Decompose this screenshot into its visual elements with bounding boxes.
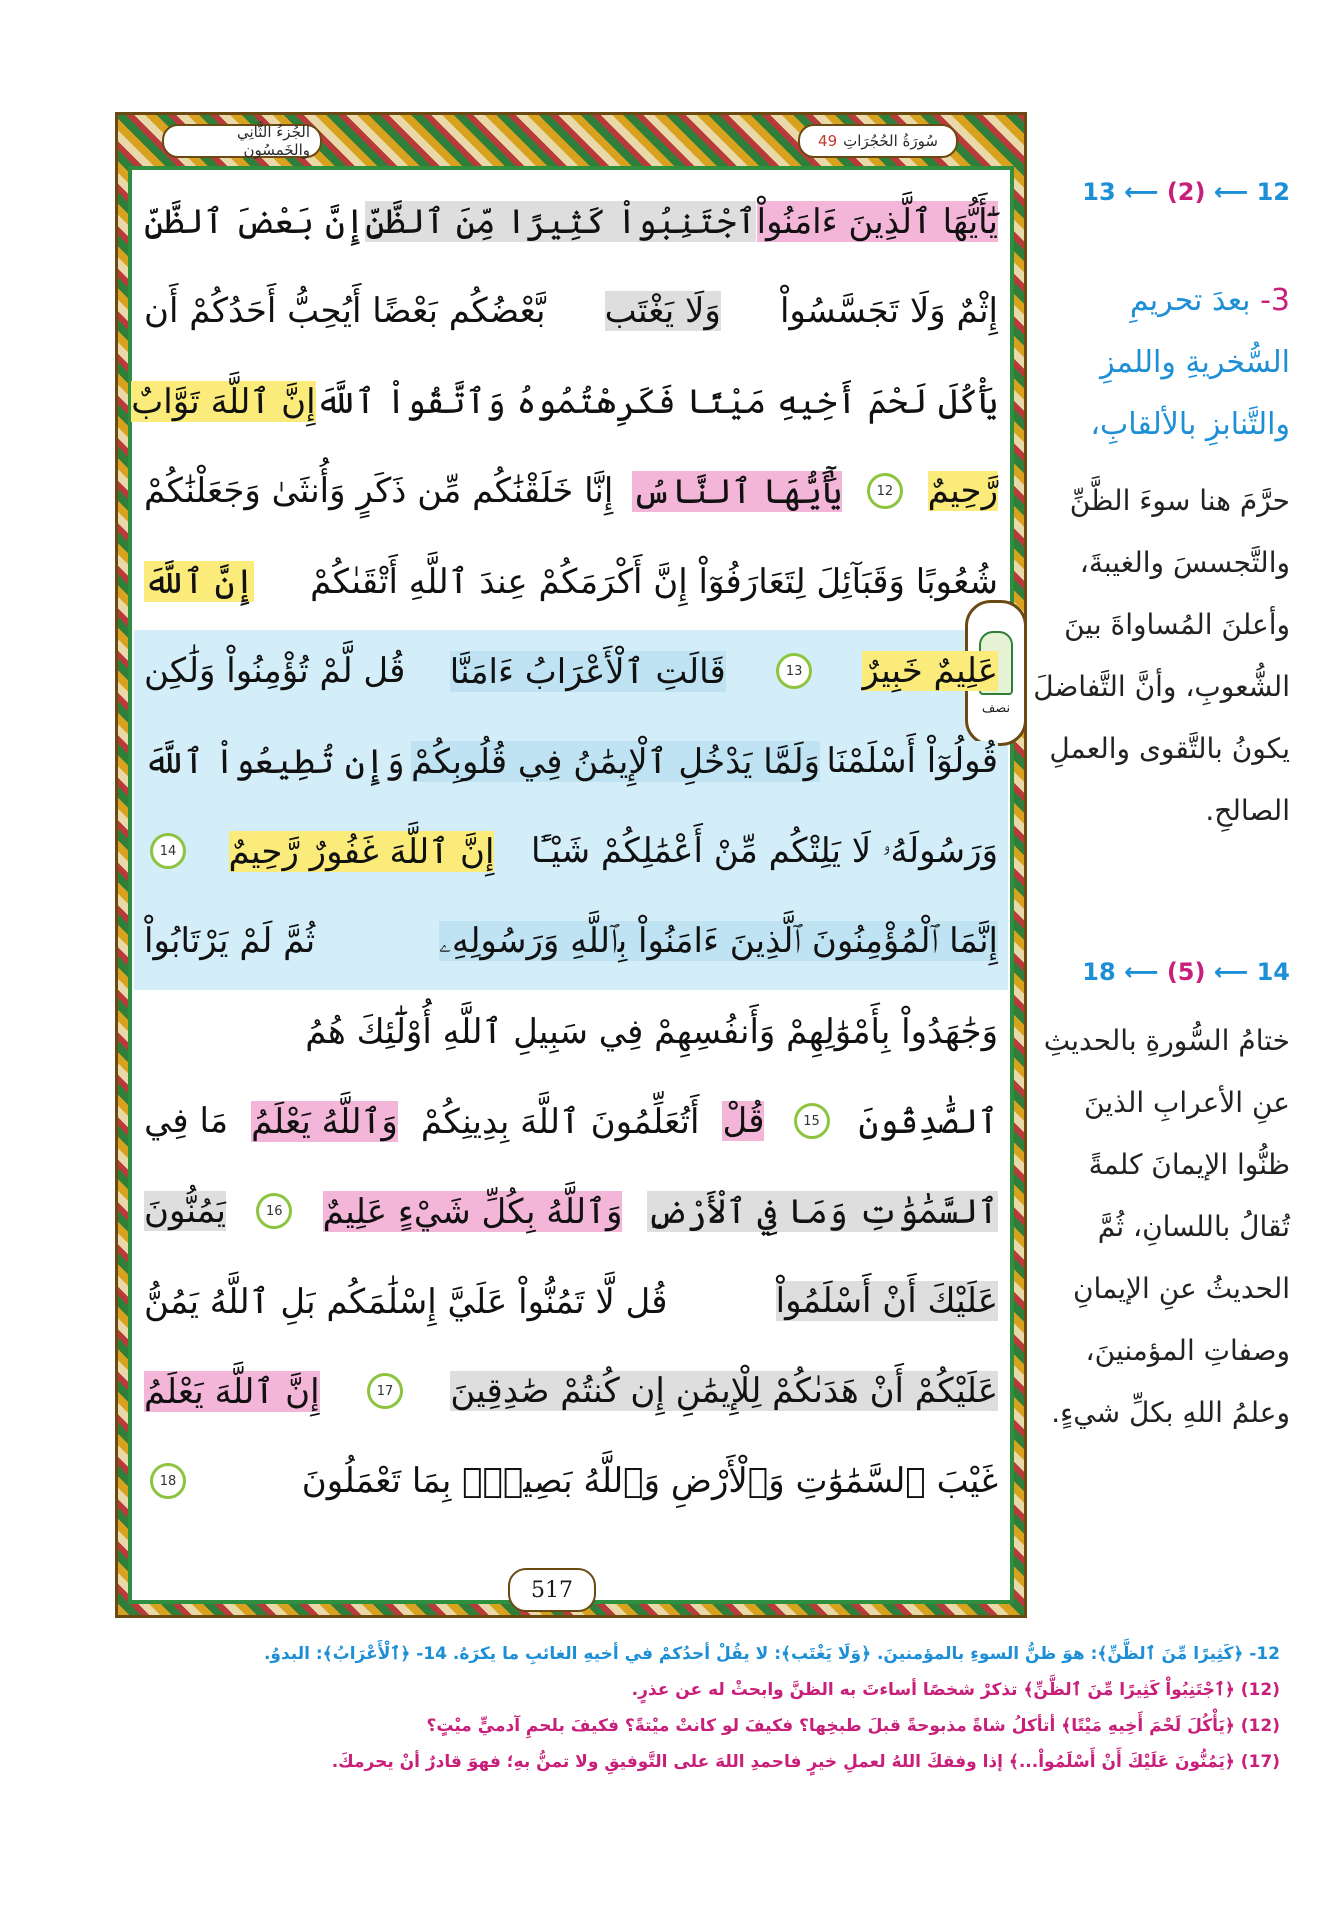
verse-segment: إِنَّا خَلَقْنَٰكُم مِّن ذَكَرٍ وَأُنثَىٰ وَجَعَلْنَٰكُمْ <box>144 471 614 511</box>
verse-segment: إِنَّ ٱللَّهَ غَفُورٌ رَّحِيمٌ <box>228 831 495 872</box>
footnotes <box>60 1636 1280 1780</box>
verse-segment: أَتُعَلِّمُونَ ٱللَّهَ بِدِينِكُمْ <box>420 1101 700 1142</box>
verse-segment: عَلَيْكَ أَنْ أَسْلَمُواْ <box>775 1281 998 1321</box>
verse-segment: إِنَّ ٱللَّهَ <box>144 561 255 602</box>
ayah-number-marker: 12 <box>867 473 903 509</box>
verse-segment: ثُمَّ لَمْ يَرْتَابُواْ <box>144 921 316 961</box>
verse-segment: مَا فِي <box>144 1101 229 1141</box>
verse-segment: يَٰٓأَيُّهَا ٱلَّذِينَ ءَامَنُواْ <box>756 201 998 242</box>
side-heading-number: 3- <box>1260 283 1290 318</box>
verse-line <box>134 270 1008 352</box>
surah-name: سُورَةُ الحُجُرَاتِ <box>843 132 938 150</box>
verse-line <box>134 1260 1008 1342</box>
verse-segment: قُولُوٓاْ أَسْلَمْنَا <box>826 741 998 781</box>
verse-line <box>134 540 1008 622</box>
ayah-number-marker: 14 <box>150 833 186 869</box>
footnote-1: 12- ﴿كَثِيرًا مِّنَ ٱلظَّنِّ﴾: هوَ ظنُّ السوءِ بالمؤمنينَ. ﴿وَلَا يَغْتَب﴾: لا يقُلْ أحدُكمْ في أخيهِ الغائبِ ما يكرَهُ. 14- ﴿ٱلْأَعْرَابُ﴾: البدوُ. <box>263 1644 1280 1664</box>
verse-segment: يَمُنُّونَ <box>144 1191 226 1231</box>
side-nav-2: 14 ⟵ (5) ⟵ 18 <box>1082 958 1290 986</box>
verse-segment: وَإِن تُطِيعُواْ ٱللَّهَ <box>144 741 405 782</box>
verse-line <box>134 450 1008 532</box>
verse-segment: ٱلصَّٰدِقُونَ <box>858 1101 998 1142</box>
verse-line <box>131 360 1008 442</box>
verse-segment: عَلَيْكُمْ أَنْ هَدَىٰكُمْ لِلْإِيمَٰنِ إِن كُنتُمْ صَٰدِقِينَ <box>450 1371 998 1411</box>
verse-line <box>134 810 1008 892</box>
side-heading-text: بعدَ تحريمِ السُّخريةِ واللمزِ والتَّنابزِ بالألقابِ، <box>1090 283 1290 442</box>
verse-segment: شُعُوبًا وَقَبَآئِلَ لِتَعَارَفُوٓاْ إِنَّ أَكْرَمَكُمْ عِندَ ٱللَّهِ أَتْقَىٰكُمْ <box>310 561 998 602</box>
nisf-label: نصف <box>981 700 1011 716</box>
ayah-number-marker: 17 <box>367 1373 403 1409</box>
side-nav-1: 12 ⟵ (2) ⟵ 13 <box>1082 178 1290 206</box>
verse-segment: يَٰٓأَيُّهَا ٱلنَّاسُ <box>632 471 843 512</box>
side-nav-2-to: 18 <box>1082 958 1116 986</box>
page-number-value: 517 <box>531 1577 573 1603</box>
side-nav-1-to: 13 <box>1082 178 1116 206</box>
verse-segment: ٱلسَّمَٰوَٰتِ وَمَا فِي ٱلْأَرْضِ <box>646 1191 998 1232</box>
verse-line <box>134 900 1008 982</box>
verse-segment: يَأْكُلَ لَحْمَ أَخِيهِ مَيْتًا فَكَرِهْتُمُوهُ وَٱتَّقُواْ ٱللَّهَ <box>315 381 998 422</box>
verse-segment: وَلَمَّا يَدْخُلِ ٱلْإِيمَٰنُ فِي قُلُوبِكُمْ <box>411 741 821 782</box>
footnote-3: (12) ﴿يَأْكُلَ لَحْمَ أَخِيهِ مَيْتًا﴾ أتأكلُ شاةً مذبوحةً قبلَ طبخِها؟ فكيفَ لو كانتْ ميْتةً؟ فكيفَ بلحمِ آدميٍّ ميْتٍ؟ <box>426 1716 1280 1736</box>
verse-segment: قُل لَّا تَمُنُّواْ عَلَيَّ إِسْلَٰمَكُم بَلِ ٱللَّهُ يَمُنُّ <box>144 1281 668 1322</box>
ayah-number-marker: 13 <box>776 653 812 689</box>
verse-line <box>134 720 1008 802</box>
ayah-number-marker: 16 <box>256 1193 292 1229</box>
verse-line <box>134 1170 1008 1252</box>
side-nav-1-from: 12 <box>1256 178 1290 206</box>
surah-header <box>798 124 958 158</box>
verse-segment: إِنَّ ٱللَّهَ تَوَّابٌ <box>131 381 316 422</box>
verse-line <box>134 1080 1008 1162</box>
ayah-number-marker: 15 <box>794 1103 830 1139</box>
verse-segment: بَّعْضُكُم بَعْضًا أَيُحِبُّ أَحَدُكُمْ أَن <box>144 291 546 331</box>
side-nav-1-mid: (2) <box>1166 178 1206 206</box>
side-body-1: حرَّمَ هنا سوءَ الظَّنِّ والتَّجسسَ والغيبةَ، وأعلنَ المُساواةَ بينَ الشُّعوبِ، وأنَّ التَّفاضلَ يكونُ بالتَّقوى والعملِ الصالحِ. <box>1033 484 1290 827</box>
verse-segment: إِنَّمَا ٱلْمُؤْمِنُونَ ٱلَّذِينَ ءَامَنُواْ بِٱللَّهِ وَرَسُولِهِۦ <box>438 921 998 961</box>
verse-segment: وَٱللَّهُ بِكُلِّ شَيْءٍ عَلِيمٌ <box>322 1191 623 1232</box>
footnote-4: (17) ﴿يَمُنُّونَ عَلَيْكَ أَنْ أَسْلَمُواْ...﴾ إذا وفقكَ اللهُ لعملِ خيرٍ فاحمدِ اللهَ على التَّوفيقِ ولا تمنُّ بهِ؛ فهوَ قادرٌ أنْ يحرمكَ. <box>331 1752 1280 1772</box>
verse-segment: قُلْ <box>722 1101 765 1141</box>
juz-label: الجُزءُ الثَّانِي والخَمسُون <box>236 123 310 159</box>
verse-segment: وَلَا يَغْتَب <box>604 291 721 331</box>
footnote-2: (12) ﴿ٱجْتَنِبُواْ كَثِيرًا مِّنَ ٱلظَّنِّ﴾ تذكرْ شخصًا أساءتَ به الظنَّ وابحثْ له عن عذرٍ. <box>631 1680 1280 1700</box>
verse-segment: إِثْمٌ وَلَا تَجَسَّسُواْ <box>779 291 998 331</box>
verse-line <box>134 180 1008 262</box>
verse-line <box>134 990 1008 1072</box>
verse-segment: رَّحِيمٌ <box>927 471 998 511</box>
side-nav-2-from: 14 <box>1256 958 1290 986</box>
page-number <box>508 1568 596 1612</box>
side-heading <box>1030 270 1290 456</box>
side-body-2: ختامُ السُّورةِ بالحديثِ عنِ الأعرابِ الذينَ ظنُّوا الإيمانَ كلمةً تُقالُ باللسانِ، ثُمَّ الحديثُ عنِ الإيمانِ وصفاتِ المؤمنينَ، وعلمُ اللهِ بكلِّ شيءٍ. <box>1043 1024 1290 1429</box>
verse-segment: قُل لَّمْ تُؤْمِنُواْ وَلَٰكِن <box>144 651 406 691</box>
verse-segment: قَالَتِ ٱلْأَعْرَابُ ءَامَنَّا <box>449 651 726 692</box>
verse-segment: وَٱللَّهُ يَعْلَمُ <box>251 1101 398 1142</box>
verse-segment: عَلِيمٌ خَبِيرٌ <box>862 651 998 691</box>
verse-line <box>134 1350 1008 1432</box>
verse-line <box>134 1440 1008 1522</box>
verse-segment: ٱجْتَنِبُواْ كَثِيرًا مِّنَ ٱلظَّنِّ <box>365 201 757 242</box>
juz-header <box>162 124 322 158</box>
quran-text-area <box>131 172 1011 1598</box>
verse-segment: إِنَّ بَعْضَ ٱلظَّنِّ <box>144 201 365 242</box>
verse-segment: وَجَٰهَدُواْ بِأَمْوَٰلِهِمْ وَأَنفُسِهِمْ فِي سَبِيلِ ٱللَّهِ أُوْلَٰٓئِكَ هُمُ <box>305 1011 998 1052</box>
verse-segment: غَيْبَ ٱلسَّمَٰوَٰتِ وَٱلْأَرْضِ وَٱللَّهُ بَصِيرٌۢ بِمَا تَعْمَلُونَ <box>301 1461 998 1501</box>
verse-segment: وَرَسُولَهُۥ لَا يَلِتْكُم مِّنْ أَعْمَٰلِكُمْ شَيْـًٔا <box>530 831 998 871</box>
side-nav-2-mid: (5) <box>1166 958 1206 986</box>
ayah-number-marker: 18 <box>150 1463 186 1499</box>
verse-line <box>134 630 1008 712</box>
verse-segment: إِنَّ ٱللَّهَ يَعْلَمُ <box>144 1371 320 1412</box>
surah-number: 49 <box>818 132 838 150</box>
